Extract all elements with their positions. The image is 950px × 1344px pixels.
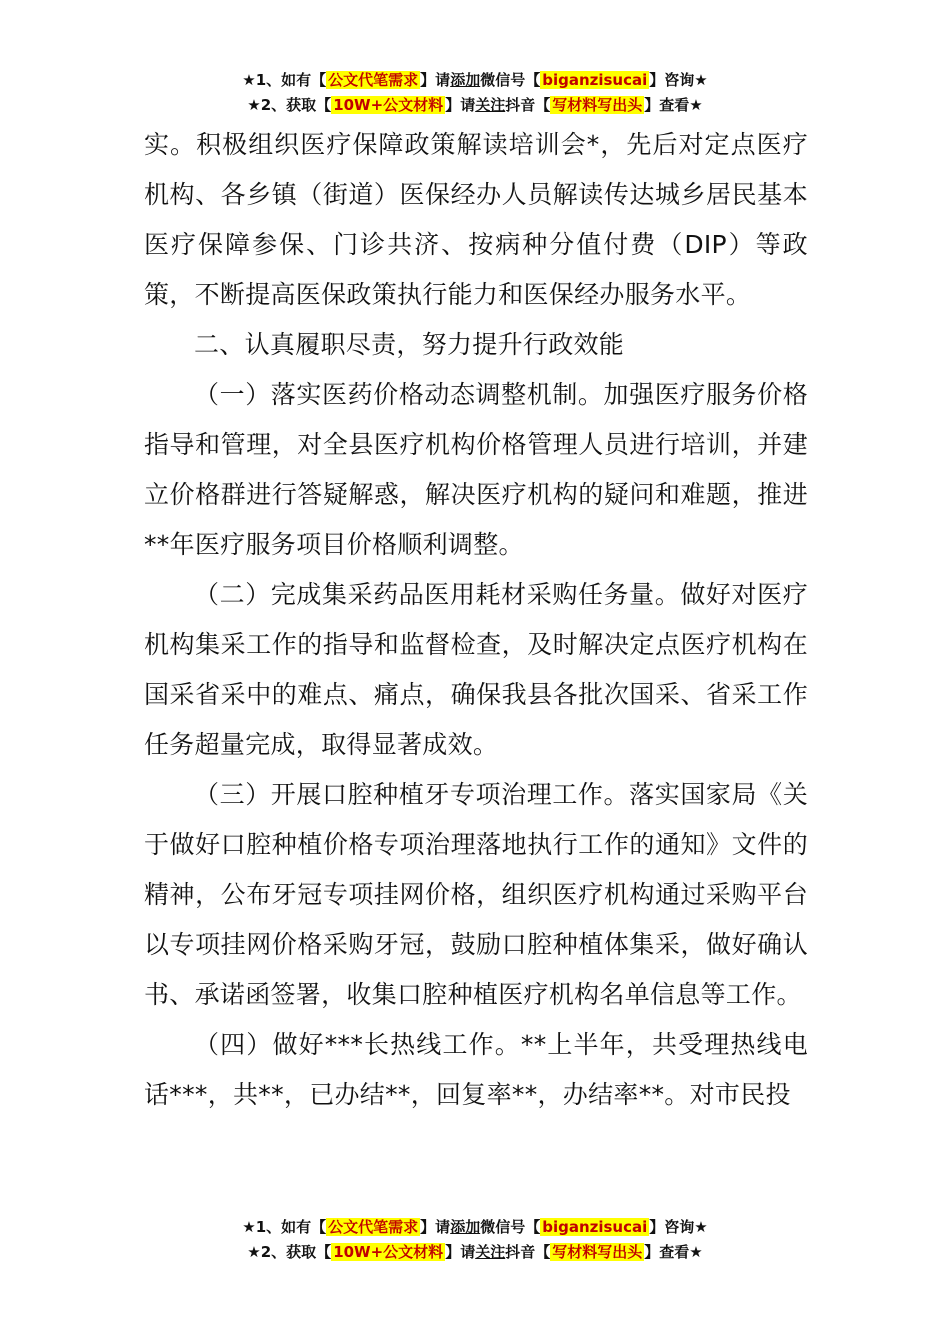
highlight-wechat-id: biganzisucai <box>542 1218 648 1236</box>
footer-banner <box>0 1215 950 1265</box>
highlight-materials: 10W+公文材料 <box>333 1243 444 1261</box>
banner-line-1 <box>0 68 950 93</box>
banner-text: ★2、获取【 <box>247 1243 332 1261</box>
document-body <box>144 120 808 1120</box>
banner-text: 】请 <box>445 1243 476 1261</box>
banner-underlined-text: 关注 <box>475 96 506 114</box>
banner-line-2 <box>0 1240 950 1265</box>
banner-text: 】咨询★ <box>649 1218 708 1236</box>
paragraph-item-4: （四）做好***长热线工作。**上半年，共受理热线电话***，共**，已办结**，回复率**，办结率**。对市民投 <box>144 1030 808 1109</box>
banner-text: 微信号【 <box>480 71 541 89</box>
banner-text: 抖音【 <box>505 1243 551 1261</box>
paragraph-continuation: 实。积极组织医疗保障政策解读培训会*，先后对定点医疗机构、各乡镇（街道）医保经办人员解读传达城乡居民基本医疗保障参保、门诊共济、按病种分值付费（DIP）等政策，不断提高医保政策执行能力和医保经办服务水平。 <box>144 130 808 309</box>
banner-underlined-text: 添加 <box>450 1218 481 1236</box>
highlight-douyin-name: 写材料写出头 <box>552 1243 643 1261</box>
banner-text: 抖音【 <box>505 96 551 114</box>
paragraph-item-1: （一）落实医药价格动态调整机制。加强医疗服务价格指导和管理，对全县医疗机构价格管理人员进行培训，并建立价格群进行答疑解惑，解决医疗机构的疑问和难题，推进**年医疗服务项目价格顺利调整。 <box>144 380 808 559</box>
banner-text: ★1、如有【 <box>242 71 327 89</box>
paragraph-item-2: （二）完成集采药品医用耗材采购任务量。做好对医疗机构集采工作的指导和监督检查，及时解决定点医疗机构在国采省采中的难点、痛点，确保我县各批次国采、省采工作任务超量完成，取得显著成效。 <box>144 580 808 759</box>
highlight-materials: 10W+公文材料 <box>333 96 444 114</box>
highlight-wechat-id: biganzisucai <box>542 71 648 89</box>
banner-text: 】咨询★ <box>649 71 708 89</box>
banner-line-1 <box>0 1215 950 1240</box>
banner-text: ★1、如有【 <box>242 1218 327 1236</box>
banner-text: 】查看★ <box>644 96 703 114</box>
banner-underlined-text: 关注 <box>475 1243 506 1261</box>
banner-text: 】请 <box>420 71 451 89</box>
banner-text: 】查看★ <box>644 1243 703 1261</box>
banner-line-2 <box>0 93 950 118</box>
header-banner <box>0 68 950 118</box>
banner-text: 】请 <box>445 96 476 114</box>
section-heading: 二、认真履职尽责，努力提升行政效能 <box>194 330 625 359</box>
highlight-service: 公文代笔需求 <box>328 1218 419 1236</box>
banner-underlined-text: 添加 <box>450 71 481 89</box>
paragraph-item-3: （三）开展口腔种植牙专项治理工作。落实国家局《关于做好口腔种植价格专项治理落地执行工作的通知》文件的精神，公布牙冠专项挂网价格，组织医疗机构通过采购平台以专项挂网价格采购牙冠，鼓励口腔种植体集采，做好确认书、承诺函签署，收集口腔种植医疗机构名单信息等工作。 <box>144 780 808 1009</box>
highlight-service: 公文代笔需求 <box>328 71 419 89</box>
banner-text: 微信号【 <box>480 1218 541 1236</box>
highlight-douyin-name: 写材料写出头 <box>552 96 643 114</box>
banner-text: 】请 <box>420 1218 451 1236</box>
banner-text: ★2、获取【 <box>247 96 332 114</box>
